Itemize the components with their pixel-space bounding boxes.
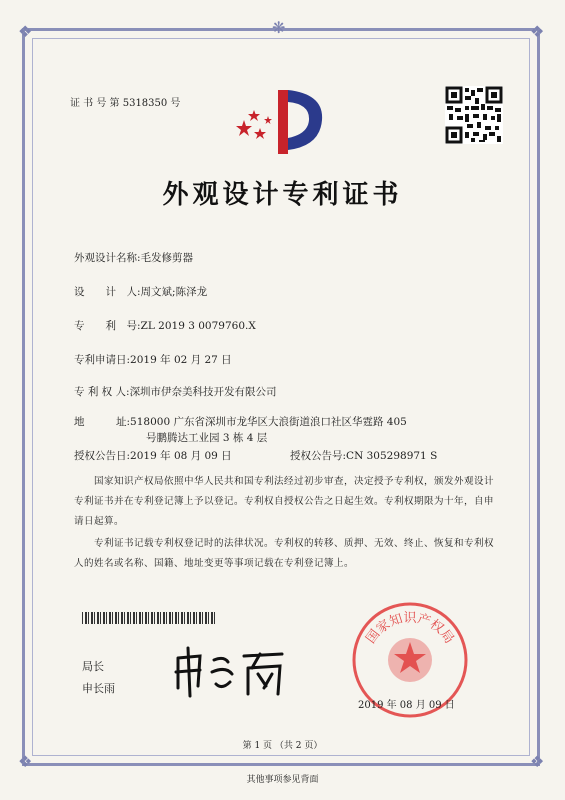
patent-office-logo-icon [232,80,332,160]
design-name-label: 外观设计名称: [74,252,141,264]
director-name: 申长雨 [82,682,115,695]
top-ornament-icon: ❋ [272,18,286,37]
corner-ornament-icon: ❖ [18,752,33,771]
designer-value: 周文斌;陈泽龙 [140,286,208,298]
page-indicator: 第 1 页 （共 2 页） [242,741,323,751]
director-title: 局长 [82,660,104,673]
seal-text: 国家知识产权局 [363,611,457,647]
seal-date: 2019 年 08 月 09 日 [358,700,455,711]
designer-label: 设 计 人: [74,286,141,298]
legal-status-paragraph: 专利证书记载专利权登记时的法律状况。专利权的转移、质押、无效、终止、恢复和专利权人的姓名或名称、国籍、地址变更等事项记载在专利登记簿上。 [74,538,495,569]
director-signature [170,644,290,700]
address-line-1: 518000 广东省深圳市龙华区大浪街道浪口社区华霆路 405 [130,416,407,428]
grant-number-label: 授权公告号: [290,450,347,462]
filing-date-value: 2019 年 02 月 27 日 [130,354,232,366]
patent-number-value: ZL 2019 3 0079760.X [140,320,256,332]
grant-paragraph: 国家知识产权局依照中华人民共和国专利法经过初步审查，决定授予专利权，颁发外观设计专利证书并在专利登记簿上予以登记。专利权自授权公告之日起生效。专利权期限为十年，自申请日起算。 [74,476,495,527]
patent-number-label: 专 利 号: [74,320,141,332]
certificate-number: 证 书 号 第 5318350 号 [70,98,181,109]
patentee-label: 专 利 权 人: [74,386,130,398]
grant-number-value: CN 305298971 S [346,450,438,462]
qr-code-icon [445,86,503,144]
corner-ornament-icon: ❖ [530,22,545,41]
corner-ornament-icon: ❖ [18,22,33,41]
address-line-2: 号鹏腾达工业园 3 栋 4 层 [146,432,268,444]
barcode [82,612,216,624]
corner-ornament-icon: ❖ [530,752,545,771]
patentee-value: 深圳市伊奈美科技开发有限公司 [129,386,277,398]
back-note: 其他事项参见背面 [246,775,319,785]
design-name-value: 毛发修剪器 [140,252,194,264]
address-label: 地 址: [74,416,131,428]
page-title: 外观设计专利证书 [162,180,403,210]
filing-date-label: 专利申请日: [74,354,131,366]
grant-date-label: 授权公告日: [74,450,131,462]
grant-date-value: 2019 年 08 月 09 日 [130,450,232,462]
